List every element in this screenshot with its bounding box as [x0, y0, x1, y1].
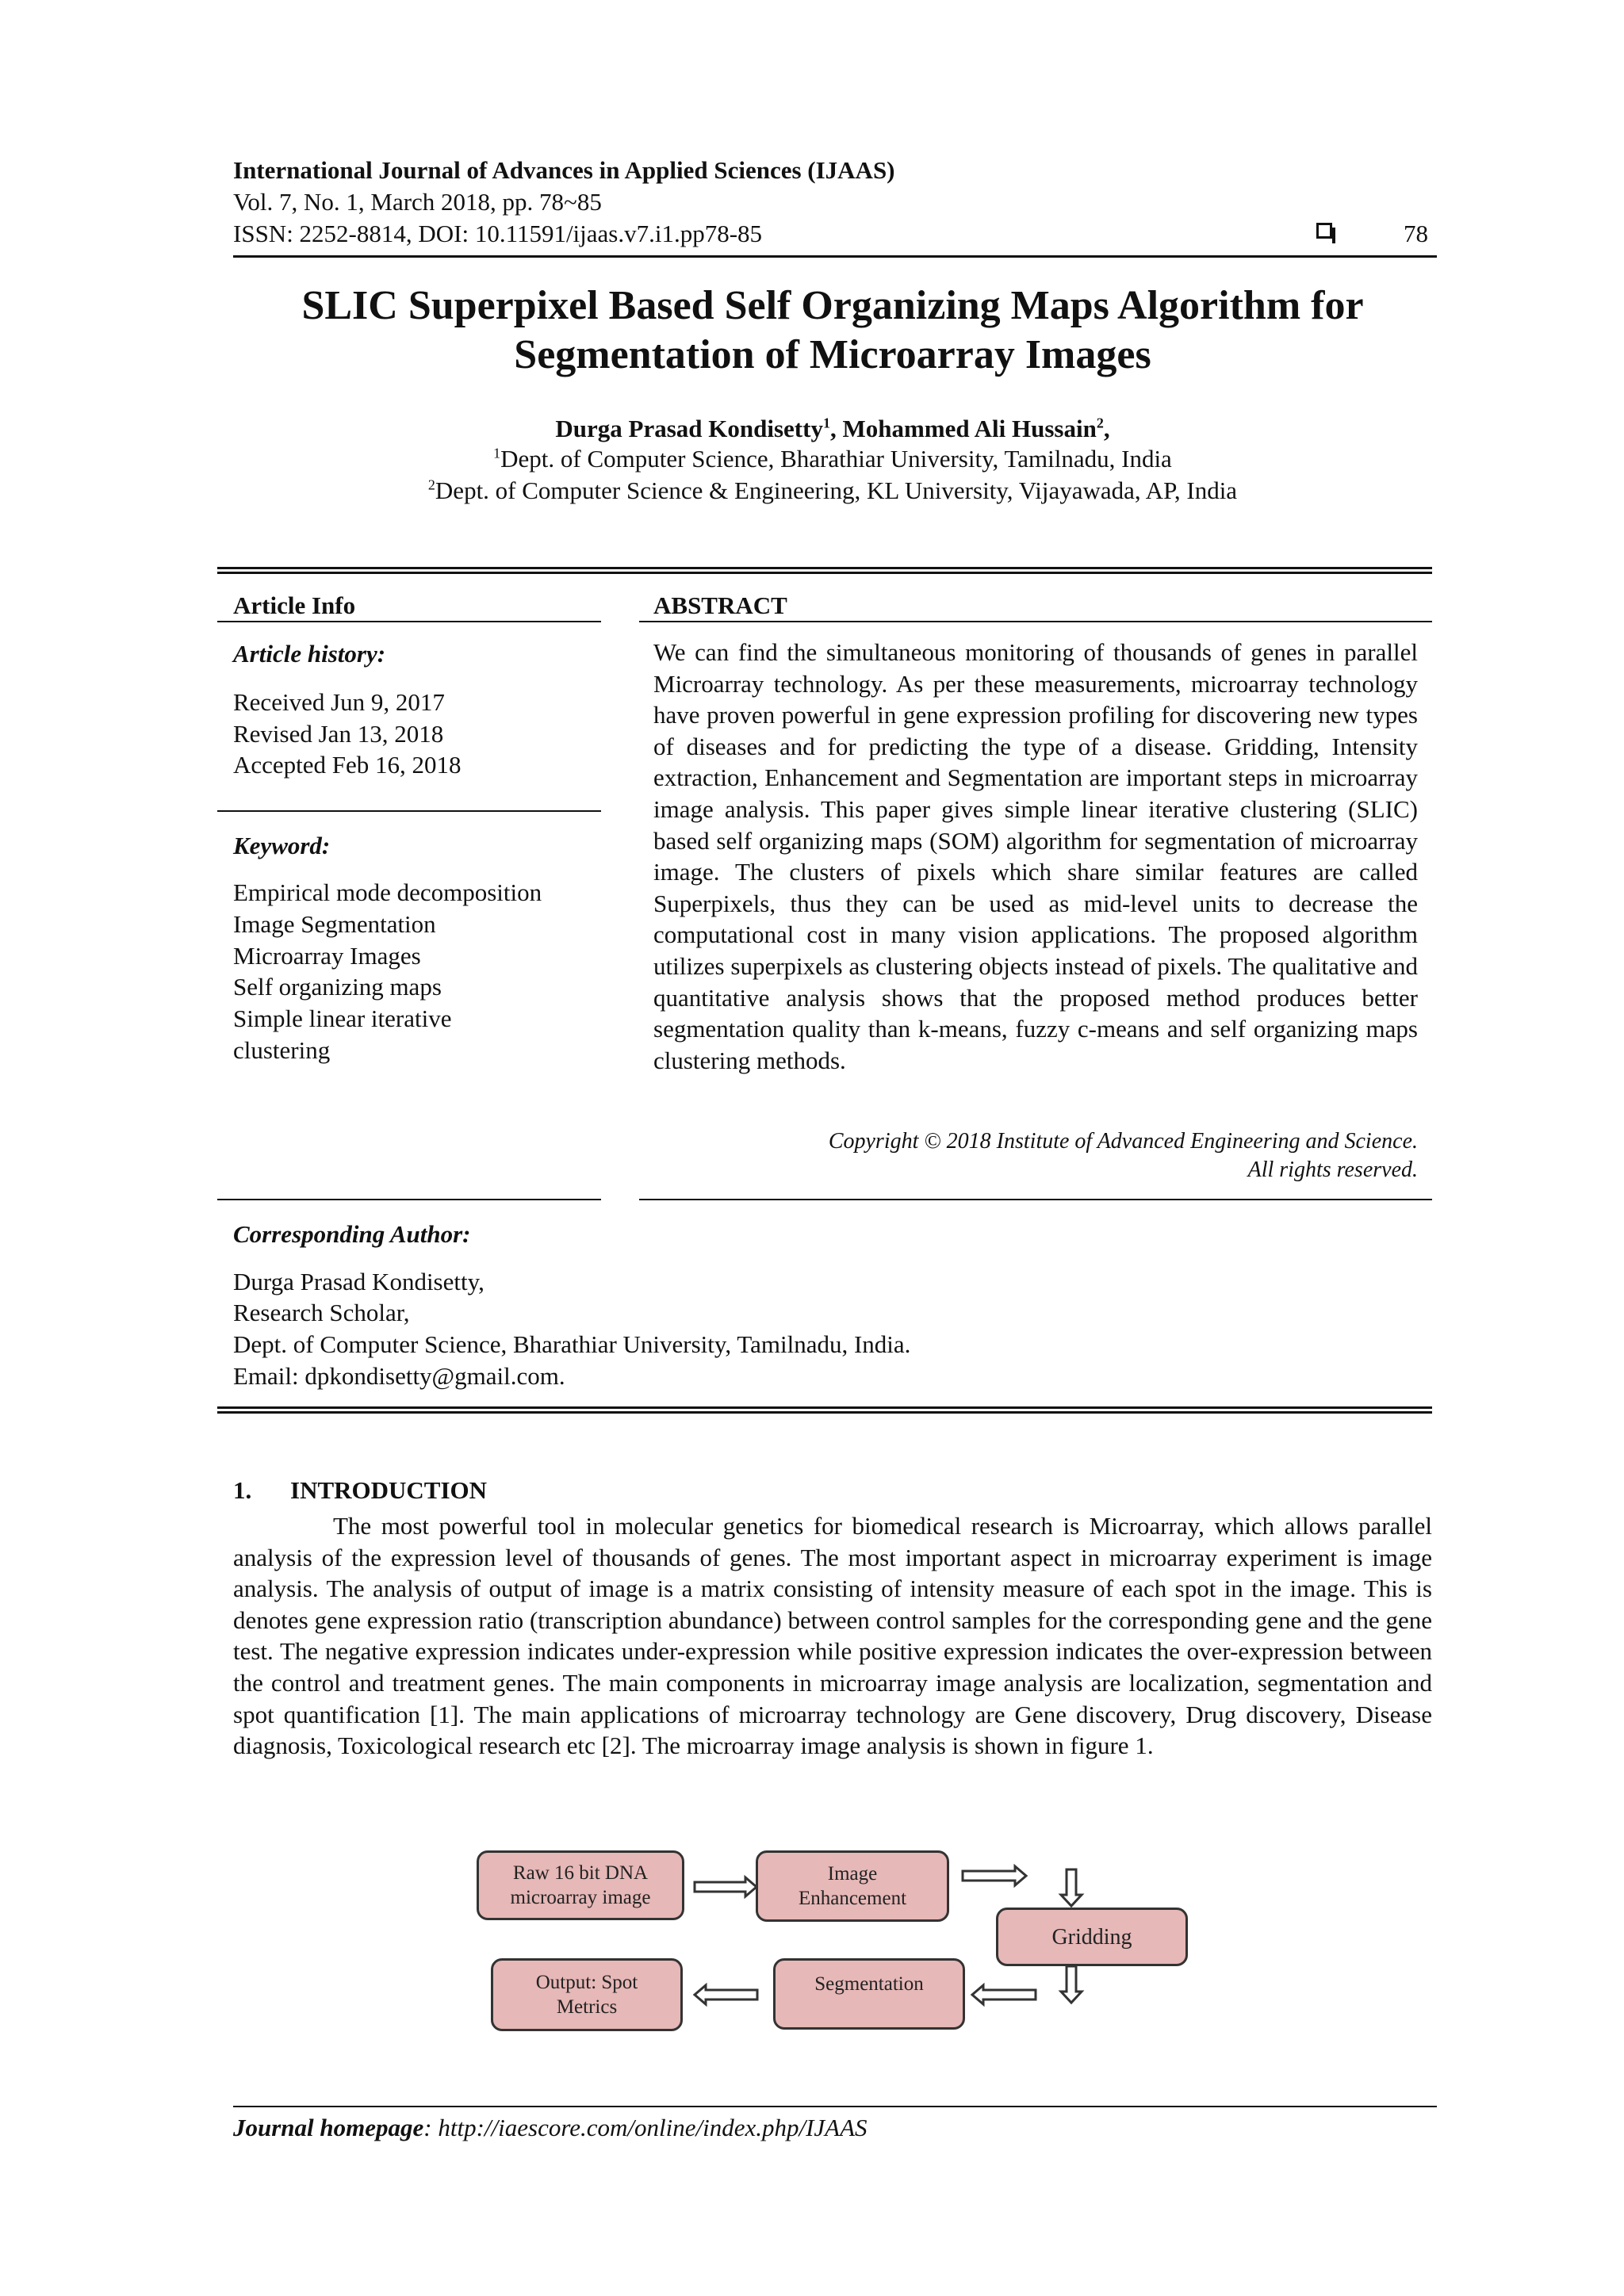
title-line-1: SLIC Superpixel Based Self Organizing Maps Algorithm for [301, 283, 1364, 328]
raw-line-2: microarray image [510, 1887, 651, 1908]
checkbox-square-icon [1316, 223, 1332, 239]
arrow-right-icon [695, 1877, 756, 1896]
affiliation-1-sup: 1 [493, 445, 501, 461]
affiliation-2 [206, 476, 1459, 506]
corresponding-role: Research Scholar, [233, 1299, 410, 1326]
abstract-heading: ABSTRACT [653, 591, 787, 619]
author-2-sup: 2 [1096, 415, 1104, 431]
affiliation-1 [206, 444, 1459, 474]
corresponding-email: Email: dpkondisetty@gmail.com. [233, 1362, 565, 1390]
arrow-left-icon [972, 1985, 1036, 2004]
arrow-left-icon [695, 1985, 757, 2004]
header-rule [233, 255, 1437, 258]
abstract-rule [639, 621, 1432, 622]
article-info-rule [217, 621, 601, 622]
box-output [491, 1958, 683, 2031]
enh-line-1: Image [827, 1863, 878, 1885]
out-line-1: Output: Spot [535, 1972, 638, 1993]
introduction-text: The most powerful tool in molecular genetics for biomedical research is Microarray, which allows parallel analysis of the expression level of thousands of genes. The most important aspect in microarray experiment is image analysis. The analysis of output of image is a matrix consisting of intensity measure of each spot in the image. This is denotes gene expression ratio (transcription abundance) between control samples for the corresponding gene and the gene test. The negative expression indicates under-expression while positive expression indicates the over-expression between the control and treatment genes. The main components in microarray image analysis are localization, segmentation and spot quantification [1]. The main applications of microarray technology are Gene discovery, Drug discovery, Disease diagnosis, Toxicological research etc [2]. The microarray image analysis is shown in figure 1. [233, 1512, 1432, 1760]
homepage-url[interactable]: : http://iaescore.com/online/index.php/IJAAS [423, 2114, 868, 2141]
out-line-2: Metrics [556, 1996, 618, 2018]
figure-1-diagram [460, 1828, 1197, 2066]
footer-rule [233, 2106, 1437, 2107]
arrow-down-icon [1061, 1966, 1082, 2003]
keyword-item: clustering [233, 1036, 331, 1064]
gridding-label: Gridding [1051, 1924, 1132, 1950]
paper-title [206, 281, 1459, 380]
top-double-rule [217, 567, 1432, 574]
journal-name: International Journal of Advances in Applied Sciences (IJAAS) [233, 156, 895, 184]
enh-line-2: Enhancement [798, 1888, 907, 1909]
keyword-rule [217, 1199, 601, 1200]
accepted-date: Accepted Feb 16, 2018 [233, 751, 462, 779]
keyword-heading: Keyword: [233, 832, 331, 859]
keyword-item: Simple linear iterative [233, 1004, 452, 1032]
journal-volume: Vol. 7, No. 1, March 2018, pp. 78~85 [233, 188, 602, 216]
box-image-enhancement [756, 1850, 949, 1922]
revised-date: Revised Jan 13, 2018 [233, 720, 444, 748]
bottom-double-rule [217, 1406, 1432, 1414]
received-date: Received Jun 9, 2017 [233, 688, 445, 716]
article-info-heading: Article Info [233, 591, 356, 619]
keyword-item: Image Segmentation [233, 910, 436, 938]
abstract-bottom-rule [639, 1199, 1432, 1200]
article-history-heading: Article history: [233, 640, 386, 668]
keyword-item: Empirical mode decomposition [233, 878, 542, 906]
author-list: Durga Prasad Kondisetty$^1$, Mohammed Ali Hussain$^2$, [555, 415, 1110, 442]
arrow-down-icon [1061, 1869, 1082, 1906]
corresponding-heading: Corresponding Author: [233, 1220, 471, 1248]
journal-homepage [233, 2112, 868, 2144]
author-1-sup: 1 [822, 415, 830, 431]
copyright-line-2: All rights reserved. [1247, 1158, 1418, 1182]
arrow-right-icon [963, 1866, 1026, 1885]
page-number: 78 [1404, 220, 1428, 247]
affiliation-2-text: Dept. of Computer Science & Engineering, KL University, Vijayawada, AP, India [435, 476, 1238, 504]
affiliation-1-text: Dept. of Computer Science, Bharathiar University, Tamilnadu, India [500, 445, 1172, 473]
author-2: Mohammed Ali Hussain [842, 415, 1097, 442]
keyword-item: Microarray Images [233, 942, 421, 970]
section-number: 1. [233, 1476, 252, 1504]
corresponding-dept: Dept. of Computer Science, Bharathiar University, Tamilnadu, India. [233, 1330, 911, 1358]
abstract-text: We can find the simultaneous monitoring of thousands of genes in parallel Microarray technology. As per these measurements, microarray technology have proven powerful in gene expression profiling for discovering new types of diseases and for predicting the type of a disease. Gridding, Intensity extraction, Enhancement and Segmentation are important steps in microarray image analysis. This paper gives simple linear iterative clustering (SLIC) based self organizing maps (SOM) algorithm for segmentation of microarray image. The clusters of pixels which share similar features are called Superpixels, thus they can be used as mid-level units to decrease the computational cost in many vision applications. The proposed algorithm utilizes superpixels as clustering objects instead of pixels. The qualitative and quantitative analysis shows that the proposed method produces better segmentation quality than k-means, fuzzy c-means and self organizing maps clustering methods. [653, 638, 1418, 1074]
history-rule [217, 810, 601, 812]
segmentation-label: Segmentation [814, 1973, 924, 1995]
author-1: Durga Prasad Kondisetty [555, 415, 823, 442]
box-gridding [996, 1908, 1188, 1966]
raw-line-1: Raw 16 bit DNA [512, 1862, 649, 1884]
affiliation-2-sup: 2 [427, 476, 435, 493]
homepage-label: Journal homepage [233, 2114, 424, 2141]
journal-issn-doi: ISSN: 2252-8814, DOI: 10.11591/ijaas.v7.i1.pp78-85 [233, 220, 763, 247]
box-segmentation [773, 1958, 965, 2030]
corresponding-name: Durga Prasad Kondisetty, [233, 1268, 485, 1295]
keyword-item: Self organizing maps [233, 973, 442, 1001]
introduction-heading: INTRODUCTION [290, 1476, 488, 1504]
box-raw-image [477, 1850, 684, 1920]
copyright-line-1: Copyright © 2018 Institute of Advanced Engineering and Science. [828, 1129, 1418, 1154]
title-line-2: Segmentation of Microarray Images [514, 332, 1151, 377]
